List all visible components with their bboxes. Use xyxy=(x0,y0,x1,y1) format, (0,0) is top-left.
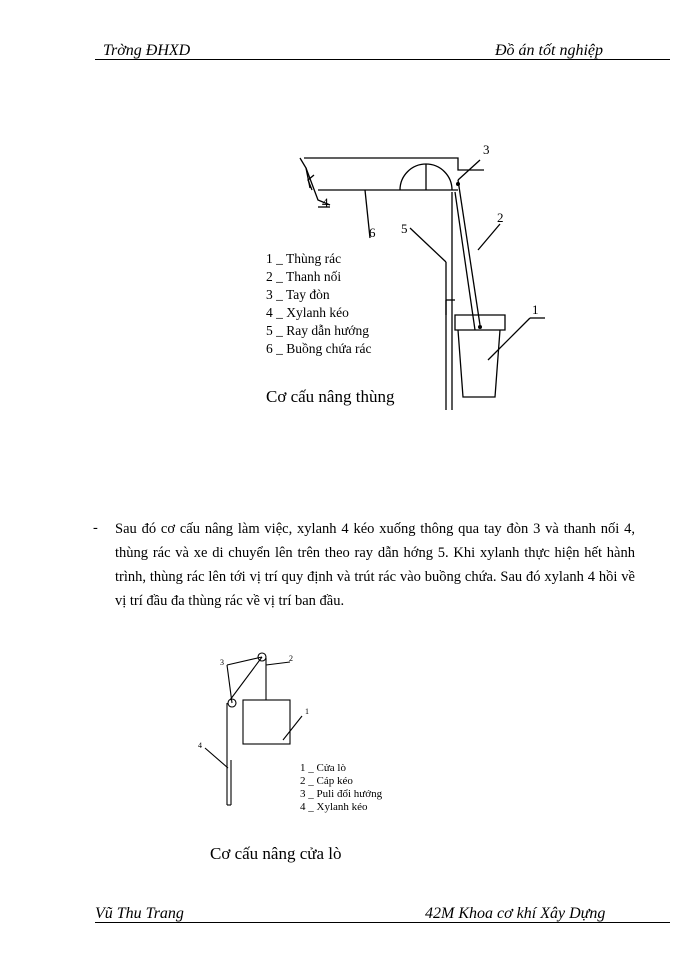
fig1-label-2: 2 xyxy=(497,210,504,225)
bullet-dash: - xyxy=(93,520,98,536)
figure2-caption: Cơ cấu nâng cửa lò xyxy=(210,844,342,863)
figure1-legend xyxy=(266,250,372,358)
fig1-label-4: 4 xyxy=(322,195,329,210)
legend-item: 4 _ Xylanh kéo xyxy=(266,305,349,320)
figure2-legend xyxy=(300,762,382,814)
footer-right: 42M Khoa cơ khí Xây Dựng xyxy=(425,905,606,922)
legend-item: 1 _ Thùng rác xyxy=(266,251,342,266)
fig1-label-1: 1 xyxy=(532,302,539,317)
header-right: Đồ án tốt nghiệp xyxy=(495,42,603,59)
legend-item: 4 _ Xylanh kéo xyxy=(300,801,368,813)
legend-item: 2 _ Thanh nối xyxy=(266,269,342,284)
fig1-label-5: 5 xyxy=(401,221,408,236)
fig2-label-4: 4 xyxy=(198,741,202,750)
legend-item: 6 _ Buồng chứa rác xyxy=(266,341,372,356)
body-paragraph: Sau đó cơ cấu nâng làm việc, xylanh 4 kéo xuống thông qua tay đòn 3 và thanh nối 4, thùng rác và xe di chuyển lên trên theo ray dẫn hớng 5. Khi xylanh thực hiện hết hành trình, thùng rác lên tới vị trí quy định và trút rác vào buồng chứa. Sau đó xylanh 4 hồi về vị trí đầu đa thùng rác về vị trí ban đầu. xyxy=(115,521,635,609)
legend-item: 3 _ Puli đổi hướng xyxy=(300,788,383,800)
legend-item: 5 _ Ray dẫn hướng xyxy=(266,323,369,338)
figure1-caption: Cơ cấu nâng thùng xyxy=(266,387,395,406)
fig2-label-2: 2 xyxy=(289,654,293,663)
header-left: Trờng ĐHXD xyxy=(103,42,191,59)
footer-rule xyxy=(95,922,670,923)
legend-item: 3 _ Tay đòn xyxy=(266,287,330,302)
fig2-label-1: 1 xyxy=(305,707,309,716)
legend-item: 2 _ Cáp kéo xyxy=(300,775,353,787)
fig2-label-3: 3 xyxy=(220,658,224,667)
fig1-label-3: 3 xyxy=(483,142,490,157)
fig1-label-6: 6 xyxy=(369,225,376,240)
legend-item: 1 _ Cửa lò xyxy=(300,762,346,774)
figure2-drawing xyxy=(205,653,302,805)
footer-left: Vũ Thu Trang xyxy=(95,905,184,922)
